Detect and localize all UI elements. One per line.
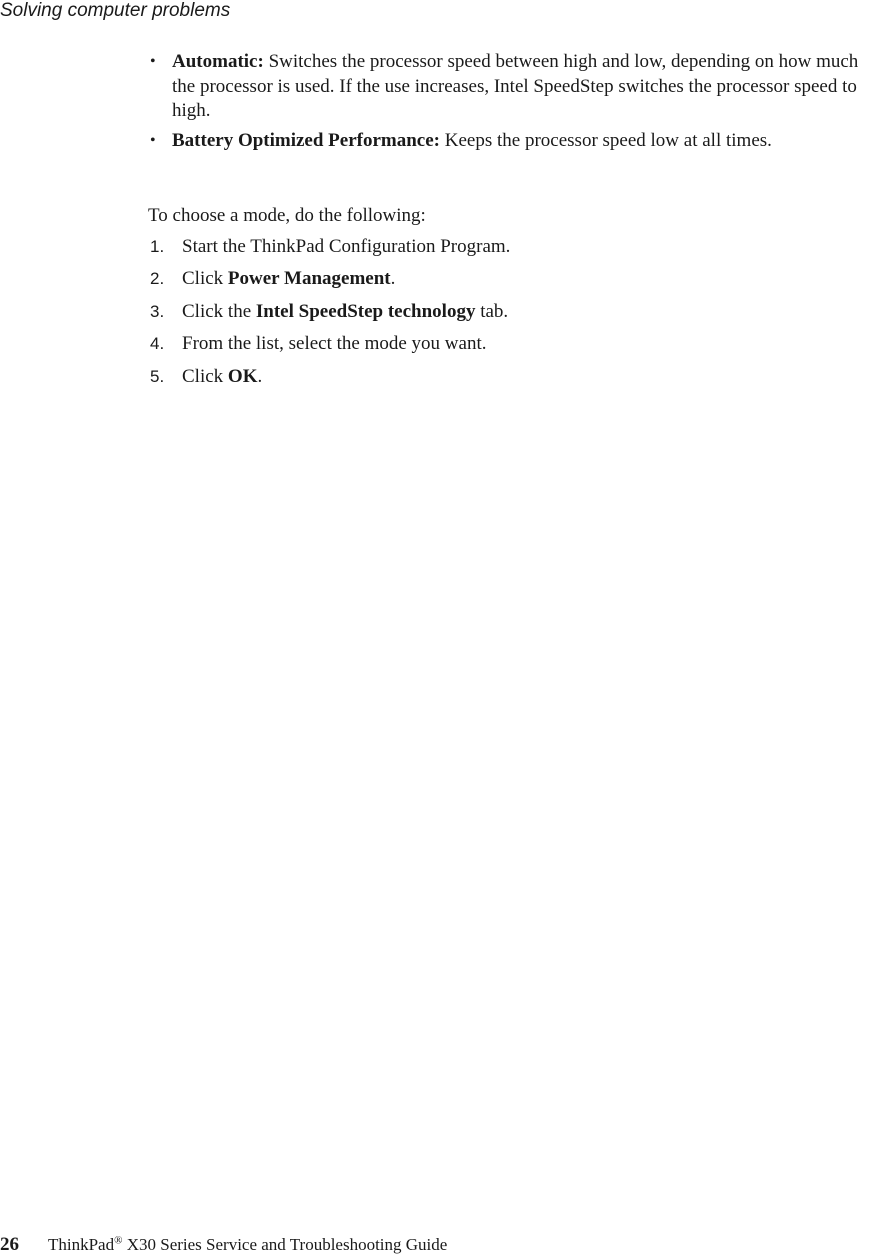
step-number: 5. [150,366,165,386]
step-text: Click [182,268,228,290]
step-number: 4. [150,334,165,354]
page-number: 26 [0,1234,19,1255]
step-bold-text: OK [227,365,258,387]
running-header: Solving computer problems [0,0,231,21]
step-number: 2. [150,269,165,289]
step-text: From the list, select the mode you want. [182,333,487,355]
registered-trademark: ® [114,1234,123,1247]
steps-list [148,235,848,397]
bullet-term: Battery Optimized Performance: [172,129,441,151]
step-bold-text: Power Management [227,268,391,290]
step-text-end: . [257,365,263,387]
step-text: Click [182,365,228,387]
step-number: 3. [150,301,165,321]
step-text-end: tab. [475,300,509,322]
mode-bullet-list [148,50,883,158]
step-text: Start the ThinkPad Configuration Program. [182,236,511,257]
bullet-text: Keeps the processor speed low at all times. [440,129,772,151]
bullet-marker: • [150,53,156,70]
page-footer [0,1234,447,1256]
step-number: 1. [150,237,165,256]
step-item [148,267,848,291]
bullet-item-battery-optimized [148,129,883,154]
step-bold-text: Intel SpeedStep technology [255,300,476,322]
step-item [148,235,848,259]
step-item [148,365,848,389]
bullet-marker: • [150,131,156,149]
book-title-rest: X30 Series Service and Troubleshooting Guide [122,1235,448,1254]
bullet-item-automatic [148,50,883,124]
step-text: Click the [182,300,256,322]
bullet-term: Automatic: [172,51,264,72]
step-item [148,332,848,356]
bullet-text: Switches the processor speed between high and low, depending on how much the processor is used. If the use increases, Intel SpeedStep switches the processor speed to high. [172,51,859,121]
steps-intro: To choose a mode, do the following: [148,205,426,226]
step-text-end: . [390,268,396,290]
step-item [148,300,848,324]
book-title: ThinkPad [48,1235,115,1254]
